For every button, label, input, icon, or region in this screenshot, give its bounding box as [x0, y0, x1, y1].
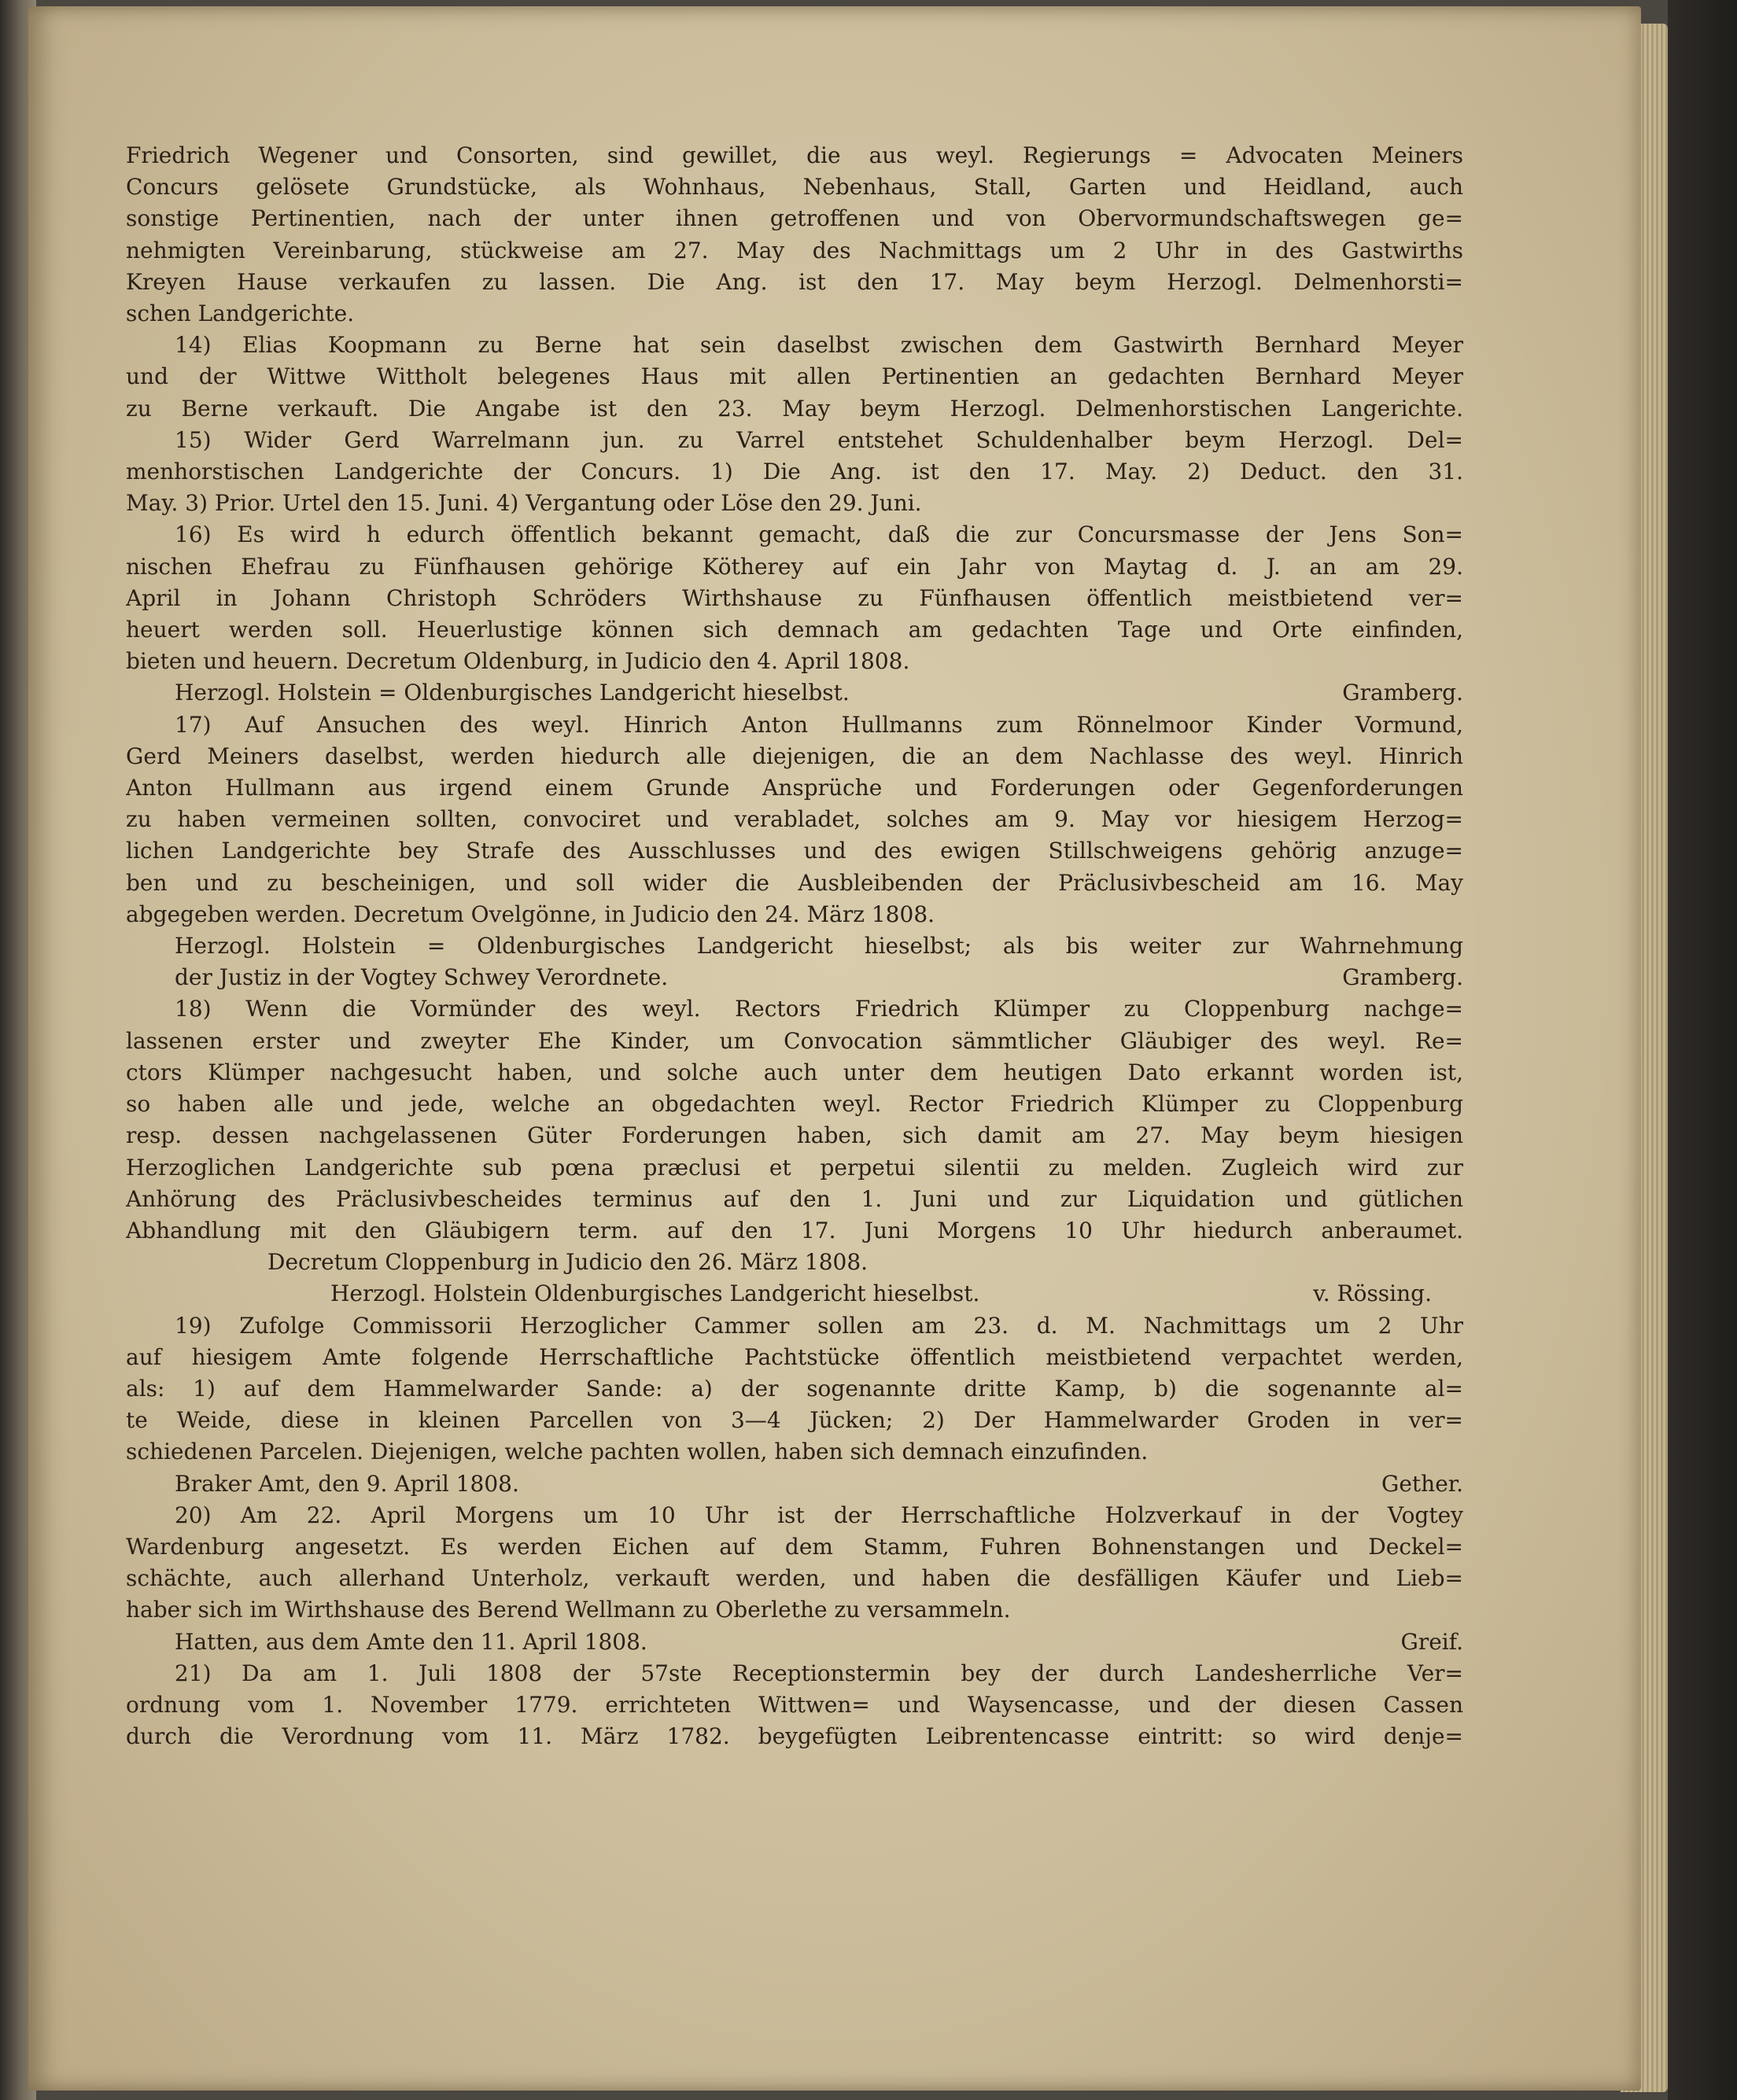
text-line: menhorstischen Landgerichte der Concurs. 1) Die Ang. ist den 17. May. 2) Deduct. den 31. — [126, 459, 1463, 485]
signature-line — [126, 677, 1463, 709]
text-line: Anton Hullmann aus irgend einem Grunde Ansprüche und Forderungen oder Gegenforderungen — [126, 775, 1463, 801]
background-right — [1668, 0, 1737, 2100]
text-line: auf hiesigem Amte folgende Herrschaftliche Pachtstücke öffentlich meistbietend verpachtet werden, — [126, 1343, 1463, 1370]
decree-line: Decretum Cloppenburg in Judicio den 26. März 1808. — [267, 1249, 868, 1276]
text-line: te Weide, diese in kleinen Parcellen von 3—4 Jücken; 2) Der Hammelwarder Groden in ver= — [126, 1407, 1463, 1434]
text-line: Concurs gelösete Grundstücke, als Wohnhaus, Nebenhaus, Stall, Garten und Heidland, auch — [126, 174, 1463, 201]
text-line: heuert werden soll. Heuerlustige können sich demnach am gedachten Tage und Orte einfinden, — [126, 617, 1463, 643]
authority-name: Herzogl. Holstein = Oldenburgisches Landgericht hieselbst. — [175, 680, 850, 706]
authority-name: Herzogl. Holstein = Oldenburgisches Landgericht hieselbst; als bis weiter zur Wahrnehmung — [175, 933, 1463, 960]
text-line: 19) Zufolge Commissorii Herzoglicher Cammer sollen am 23. d. M. Nachmittags um 2 Uhr — [175, 1312, 1463, 1339]
signature-line — [126, 1627, 1463, 1658]
text-line: May. 3) Prior. Urtel den 15. Juni. 4) Vergantung oder Löse den 29. Juni. — [126, 490, 922, 517]
text-line: und der Wittwe Wittholt belegenes Haus mit allen Pertinentien an gedachten Bernhard Meyer — [126, 363, 1463, 390]
text-line: ctors Klümper nachgesucht haben, und solche auch unter dem heutigen Dato erkannt worden ist, — [126, 1059, 1463, 1085]
text-line: Kreyen Hause verkaufen zu lassen. Die Ang. ist den 17. May beym Herzogl. Delmenhorsti= — [126, 268, 1463, 295]
text-line: nehmigten Vereinbarung, stückweise am 27. May des Nachmittags um 2 Uhr in des Gastwirths — [126, 237, 1463, 263]
text-line: 14) Elias Koopmann zu Berne hat sein daselbst zwischen dem Gastwirth Bernhard Meyer — [175, 332, 1463, 359]
text-line: zu haben vermeinen sollten, convociret und verabladet, solches am 9. May vor hiesigem Herzog= — [126, 806, 1463, 833]
text-line: schächte, auch allerhand Unterholz, verkauft werden, und haben die desfälligen Käufer und Lieb= — [126, 1565, 1463, 1592]
text-line: ordnung vom 1. November 1779. errichteten Wittwen= und Waysencasse, und der diesen Cassen — [126, 1691, 1463, 1718]
place-date: Braker Amt, den 9. April 1808. — [175, 1470, 519, 1497]
text-line: ben und zu bescheinigen, und soll wider die Ausbleibenden der Präclusivbescheid am 16. May — [126, 869, 1463, 896]
signature-line — [126, 962, 1463, 993]
text-line: abgegeben werden. Decretum Ovelgönne, in Judicio den 24. März 1808. — [126, 901, 935, 927]
text-line: Abhandlung mit den Gläubigern term. auf den 17. Juni Morgens 10 Uhr hiedurch anberaumet. — [126, 1217, 1463, 1243]
text-line: nischen Ehefrau zu Fünfhausen gehörige Kötherey auf ein Jahr von Maytag d. J. an am 29. — [126, 553, 1463, 580]
text-line: Wardenburg angesetzt. Es werden Eichen auf dem Stamm, Fuhren Bohnenstangen und Deckel= — [126, 1533, 1463, 1560]
text-line: resp. dessen nachgelassenen Güter Forderungen haben, sich damit am 27. May beym hiesigen — [126, 1122, 1463, 1149]
place-date: Hatten, aus dem Amte den 11. April 1808. — [175, 1628, 647, 1655]
text-line: 16) Es wird h edurch öffentlich bekannt gemacht, daß die zur Concursmasse der Jens Son= — [175, 521, 1463, 548]
text-line: Anhörung des Präclusivbescheides terminus auf den 1. Juni und zur Liquidation und gütlichen — [126, 1185, 1463, 1212]
signatory: Gramberg. — [1342, 964, 1463, 991]
signatory: Gether. — [1381, 1470, 1463, 1497]
text-line: schen Landgerichte. — [126, 300, 355, 327]
text-line: April in Johann Christoph Schröders Wirthshause zu Fünfhausen öffentlich meistbietend ver= — [126, 584, 1463, 611]
text-line: schiedenen Parcelen. Diejenigen, welche pachten wollen, haben sich demnach einzufinden. — [126, 1439, 1149, 1465]
text-line: Gerd Meiners daselbst, werden hiedurch alle diejenigen, die an dem Nachlasse des weyl. Hinrich — [126, 742, 1463, 769]
text-line: 21) Da am 1. Juli 1808 der 57ste Receptionstermin bey der durch Landesherrliche Ver= — [175, 1660, 1463, 1686]
text-line: 17) Auf Ansuchen des weyl. Hinrich Anton Hullmanns zum Rönnelmoor Kinder Vormund, — [175, 711, 1463, 738]
text-line: durch die Verordnung vom 11. März 1782. beygefügten Leibrentencasse eintritt: so wird denje= — [126, 1723, 1463, 1750]
text-line: lichen Landgerichte bey Strafe des Ausschlusses und des ewigen Stillschweigens gehörig anzuge= — [126, 838, 1463, 864]
signature-line — [126, 1468, 1463, 1500]
text-line: 15) Wider Gerd Warrelmann jun. zu Varrel entstehet Schuldenhalber beym Herzogl. Del= — [175, 426, 1463, 453]
text-line: Herzoglichen Landgerichte sub pœna præclusi et perpetui silentii zu melden. Zugleich wird zur — [126, 1154, 1463, 1181]
signatory: Greif. — [1400, 1628, 1463, 1655]
text-line: bieten und heuern. Decretum Oldenburg, in Judicio den 4. April 1808. — [126, 648, 910, 675]
signatory: Gramberg. — [1342, 680, 1463, 706]
signatory: v. Rössing. — [1313, 1280, 1432, 1307]
text-line: sonstige Pertinentien, nach der unter ihnen getroffenen und von Obervormundschaftswegen ge= — [126, 205, 1463, 232]
text-line: lassenen erster und zweyter Ehe Kinder, um Convocation sämmtlicher Gläubiger des weyl. Re= — [126, 1027, 1463, 1054]
text-line: Friedrich Wegener und Consorten, sind gewillet, die aus weyl. Regierungs = Advocaten Meiners — [126, 142, 1463, 168]
text-line: so haben alle und jede, welche an obgedachten weyl. Rector Friedrich Klümper zu Cloppenburg — [126, 1091, 1463, 1118]
authority-name: Herzogl. Holstein Oldenburgisches Landgericht hieselbst. — [330, 1280, 980, 1307]
signature-line — [126, 1278, 1463, 1310]
text-line: 20) Am 22. April Morgens um 10 Uhr ist der Herrschaftliche Holzverkauf in der Vogtey — [175, 1501, 1463, 1528]
text-line: zu Berne verkauft. Die Angabe ist den 23. May beym Herzogl. Delmenhorstischen Langerichte. — [126, 395, 1463, 422]
page-text — [126, 140, 1463, 1752]
text-line: haber sich im Wirthshause des Berend Wellmann zu Oberlethe zu versammeln. — [126, 1597, 1011, 1623]
text-line: als: 1) auf dem Hammelwarder Sande: a) der sogenannte dritte Kamp, b) die sogenannte al= — [126, 1375, 1463, 1402]
authority-name: der Justiz in der Vogtey Schwey Verordnete. — [175, 964, 669, 991]
text-line: 18) Wenn die Vormünder des weyl. Rectors Friedrich Klümper zu Cloppenburg nachge= — [175, 996, 1463, 1022]
